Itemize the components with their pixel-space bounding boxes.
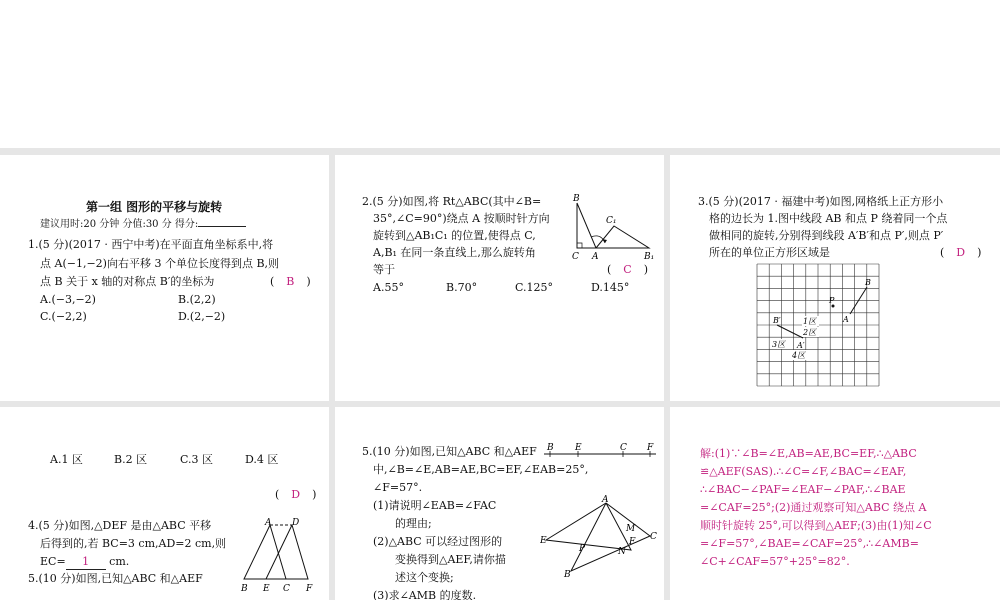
- tick-b: [546, 443, 554, 457]
- q1-paren-close: ): [306, 275, 311, 288]
- q3-grid-figure: [755, 262, 891, 388]
- label-e: E: [540, 536, 547, 546]
- section-title: 第一组 图形的平移与旋转: [86, 200, 223, 214]
- q5-line-2: 中,∠B=∠E,AB=AE,BC=EF,∠EAB=25°,: [373, 463, 589, 476]
- q5-sub-1: (1)请说明∠EAB=∠FAC: [373, 499, 497, 512]
- label-c: C: [572, 252, 579, 262]
- q1-paren-open: (: [270, 275, 275, 288]
- q2-line-5: 等于: [373, 263, 395, 276]
- label-f: F: [629, 537, 636, 547]
- triangle-abc: [577, 203, 596, 248]
- label-c: C: [650, 532, 657, 542]
- q3-option-c: C.3 区: [180, 453, 214, 466]
- q1-option-c: C.(−2,2): [40, 310, 87, 323]
- label-a: A: [265, 518, 272, 528]
- q2-option-b: B.70°: [446, 281, 478, 294]
- q1-line-1: 1.(5 分)(2017 · 西宁中考)在平面直角坐标系中,将: [28, 238, 274, 251]
- label-a: A: [843, 315, 849, 324]
- tick-f: [646, 443, 654, 457]
- q1-answer-letter: B: [286, 275, 295, 288]
- q2-option-a: A.55°: [373, 281, 404, 294]
- label-f: F: [306, 584, 313, 594]
- solution-line-4: =∠CAF=25°;(2)通过观察可知△ABC 绕点 A: [700, 501, 927, 514]
- q3-answer-letter: D: [956, 246, 966, 259]
- panel-solution: [670, 407, 1000, 600]
- q5-sub-1b: 的理由;: [395, 517, 432, 530]
- q3-line-2: 格的边长为 1.图中线段 AB 和点 P 绕着同一个点: [709, 212, 948, 225]
- label-b: B: [564, 570, 571, 577]
- q2-option-d: D.145°: [591, 281, 630, 294]
- label-d: D: [292, 518, 300, 528]
- region-1-label: 1区: [803, 317, 817, 326]
- q5-sub-2: (2)△ABC 可以经过图形的: [373, 535, 503, 548]
- q5-line-1-repeat: 5.(10 分)如图,已知△ABC 和△AEF: [28, 572, 203, 585]
- q4-line-3: [40, 555, 129, 570]
- q4-figure: [234, 517, 324, 597]
- q4-answer-blank: [66, 555, 106, 570]
- q3b-answer: [275, 488, 316, 502]
- q1-answer: [270, 275, 311, 289]
- label-b: B: [865, 278, 871, 287]
- q3b-paren-open: (: [275, 488, 280, 501]
- solution-line-3: ∴∠BAC−∠PAF=∠EAF−∠PAF,∴∠BAE: [700, 483, 906, 496]
- region-2-label: 2区: [803, 328, 817, 337]
- tick-e: [574, 443, 582, 457]
- label-b: B: [547, 443, 554, 453]
- q3-line-1: 3.(5 分)(2017 · 福建中考)如图,网格纸上正方形小: [698, 195, 944, 208]
- triangle-abc: [244, 525, 286, 579]
- q2-answer: [607, 263, 648, 277]
- label-b: B: [573, 194, 580, 204]
- label-b1: B₁: [644, 252, 655, 262]
- label-c: C: [283, 584, 290, 594]
- segment-a1b1: [777, 325, 803, 338]
- triangle-abc: [571, 503, 650, 571]
- q5-line-3: ∠F=57°.: [373, 481, 423, 494]
- q3-answer: [940, 246, 981, 260]
- label-c: C: [620, 443, 627, 453]
- label-b: B: [241, 584, 248, 594]
- q3b-paren-close: ): [312, 488, 317, 501]
- meta-line: [40, 218, 246, 232]
- q5-sub-2c: 述这个变换;: [395, 571, 454, 584]
- region-4-label: 4区: [792, 351, 806, 360]
- right-angle-mark: [577, 243, 582, 248]
- q2-line-2: 35°,∠C=90°)绕点 A 按顺时针方向: [373, 212, 550, 225]
- label-c1: C₁: [606, 216, 617, 226]
- q1-line-2: 点 A(−1,−2)向右平移 3 个单位长度得到点 B,则: [40, 257, 280, 270]
- q1-option-b: B.(2,2): [178, 293, 216, 306]
- label-p: P: [829, 296, 835, 305]
- label-a: A: [592, 252, 599, 262]
- solution-line-7: ∠C+∠CAF=57°+25°=82°.: [700, 555, 850, 568]
- q4-answer: 1: [82, 555, 90, 568]
- q3-paren-close: ): [977, 246, 982, 259]
- q4-line-1: 4.(5 分)如图,△DEF 是由△ABC 平移: [28, 519, 212, 532]
- region-3-label: 3区: [772, 340, 786, 349]
- q3-option-b: B.2 区: [114, 453, 148, 466]
- q5-line-1: 5.(10 分)如图,已知△ABC 和△AEF: [362, 445, 537, 458]
- panel-question-4: [0, 407, 329, 600]
- q2-line-4: A,B₁ 在同一条直线上,那么旋转角: [373, 246, 536, 259]
- q2-paren-open: (: [607, 263, 612, 276]
- tick-c: [620, 443, 627, 457]
- q5-sub-3: (3)求∠AMB 的度数.: [373, 589, 477, 600]
- q3-paren-open: (: [940, 246, 945, 259]
- solution-line-1: 解:(1)∵∠B=∠E,AB=AE,BC=EF,∴△ABC: [700, 447, 917, 460]
- solution-line-2: ≌△AEF(SAS).∴∠C=∠F,∠BAC=∠EAF,: [700, 465, 907, 478]
- label-e: E: [575, 443, 582, 453]
- q2-line-1: 2.(5 分)如图,将 Rt△ABC(其中∠B=: [362, 195, 542, 208]
- label-p: P: [579, 544, 586, 554]
- score-blank: [198, 226, 246, 227]
- q1-option-d: D.(2,−2): [178, 310, 226, 323]
- q2-figure: [565, 193, 661, 265]
- meta-text: 建议用时:20 分钟 分值:30 分 得分:: [40, 219, 199, 230]
- q4-line-3-post: cm.: [109, 555, 130, 568]
- q3-line-4: 所在的单位正方形区域是: [709, 246, 830, 259]
- q4-line-2: 后得到的,若 BC=3 cm,AD=2 cm,则: [40, 537, 227, 550]
- panel-question-5: [335, 407, 664, 600]
- q5-figure: [540, 495, 660, 577]
- q2-option-c: C.125°: [515, 281, 554, 294]
- label-a: A: [602, 495, 609, 505]
- q5-top-line: [542, 440, 658, 460]
- label-m: M: [626, 524, 636, 534]
- q3-option-d: D.4 区: [245, 453, 279, 466]
- q1-option-a: A.(−3,−2): [40, 293, 96, 306]
- q5-sub-2b: 变换得到△AEF,请你描: [395, 553, 506, 566]
- q2-line-3: 旋转到△AB₁C₁ 的位置,使得点 C,: [373, 229, 536, 242]
- label-b-prime: B′: [773, 316, 781, 325]
- q3b-answer-letter: D: [291, 488, 301, 501]
- q2-answer-letter: C: [623, 263, 632, 276]
- label-e: E: [263, 584, 270, 594]
- q3-line-3: 做相同的旋转,分别得到线段 A′B′和点 P′,则点 P′: [709, 229, 944, 242]
- panel-question-2: [335, 155, 664, 401]
- solution-line-5: 顺时针旋转 25°,可以得到△AEF;(3)由(1)知∠C: [700, 519, 932, 532]
- solution-line-6: =∠F=57°,∠BAE=∠CAF=25°,∴∠AMB=: [700, 537, 919, 550]
- label-f: F: [647, 443, 654, 453]
- label-a-prime: A′: [797, 341, 805, 350]
- panel-question-1: [0, 155, 329, 401]
- label-n: N: [618, 547, 626, 557]
- q4-line-3-pre: EC=: [40, 555, 66, 568]
- q1-line-3-text: 点 B 关于 x 轴的对称点 B′的坐标为: [40, 275, 215, 288]
- q3-option-a: A.1 区: [50, 453, 83, 466]
- triangle-ab1c1: [596, 226, 649, 248]
- panel-question-3: [670, 155, 1000, 401]
- triangle-aef: [546, 503, 631, 550]
- q1-line-3: [40, 275, 214, 289]
- q2-paren-close: ): [643, 263, 649, 276]
